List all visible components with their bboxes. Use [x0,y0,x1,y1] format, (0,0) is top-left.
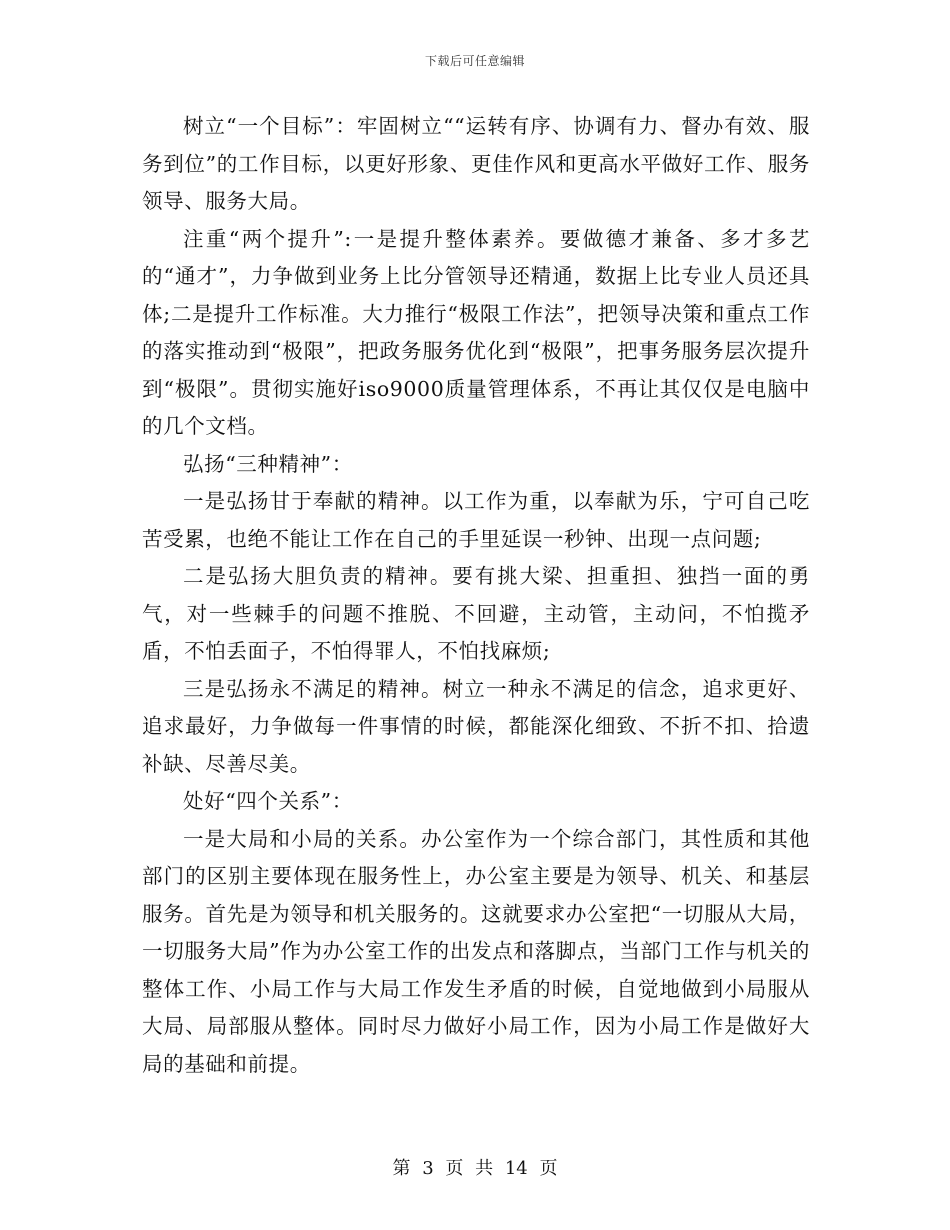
paragraph-three-spirits-heading: 弘扬“三种精神”： [183,451,353,476]
document-body [142,108,810,1083]
page-number: 第 3 页 共 14 页 [392,1158,558,1179]
paragraph-spirit-never-satisfied: 三是弘扬永不满足的精神。树立一种永不满足的信念，追求更好、追求最好，力争做每一件事情的时候，都能深化细致、不折不扣、拾遗补缺、尽善尽美。 [142,676,810,776]
paragraph-four-relations-heading: 处好“四个关系”： [183,789,353,813]
page-header: 下载后可任意编辑 [424,54,525,68]
paragraph-big-small-picture: 一是大局和小局的关系。办公室作为一个综合部门，其性质和其他部门的区别主要体现在服务性上，办公室主要是为领导、机关、和基层服务。首先是为领导和机关服务的。这就要求办公室把“一切服从大局，一切服务大局”作为办公室工作的出发点和落脚点，当部门工作与机关的整体工作、小局工作与大局工作发生矛盾的时候，自觉地做到小局服从大局、局部服从整体。同时尽力做好小局工作，因为小局工作是做好大局的基础和前提。 [142,826,810,1076]
paragraph-spirit-responsibility: 二是弘扬大胆负责的精神。要有挑大梁、担重担、独挡一面的勇气，对一些棘手的问题不推脱、不回避，主动管，主动问，不怕揽矛盾，不怕丢面子，不怕得罪人，不怕找麻烦; [142,564,810,663]
paragraph-goal: 树立“一个目标”：牢固树立““运转有序、协调有力、督办有效、服务到位”的工作目标，以更好形象、更佳作风和更高水平做好工作、服务领导、服务大局。 [142,114,810,213]
paragraph-two-improvements: 注重“两个提升”:一是提升整体素养。要做德才兼备、多才多艺的“通才”，力争做到业务上比分管领导还精通，数据上比专业人员还具体;二是提升工作标准。大力推行“极限工作法”，把领导决策和重点工作的落实推动到“极限”，把政务服务优化到“极限”，把事务服务层次提升到“极限”。贯彻实施好iso9000质量管理体系，不再让其仅仅是电脑中的几个文档。 [142,226,810,438]
paragraph-spirit-dedication: 一是弘扬甘于奉献的精神。以工作为重，以奉献为乐，宁可自己吃苦受累，也绝不能让工作在自己的手里延误一秒钟、出现一点问题; [142,489,810,551]
